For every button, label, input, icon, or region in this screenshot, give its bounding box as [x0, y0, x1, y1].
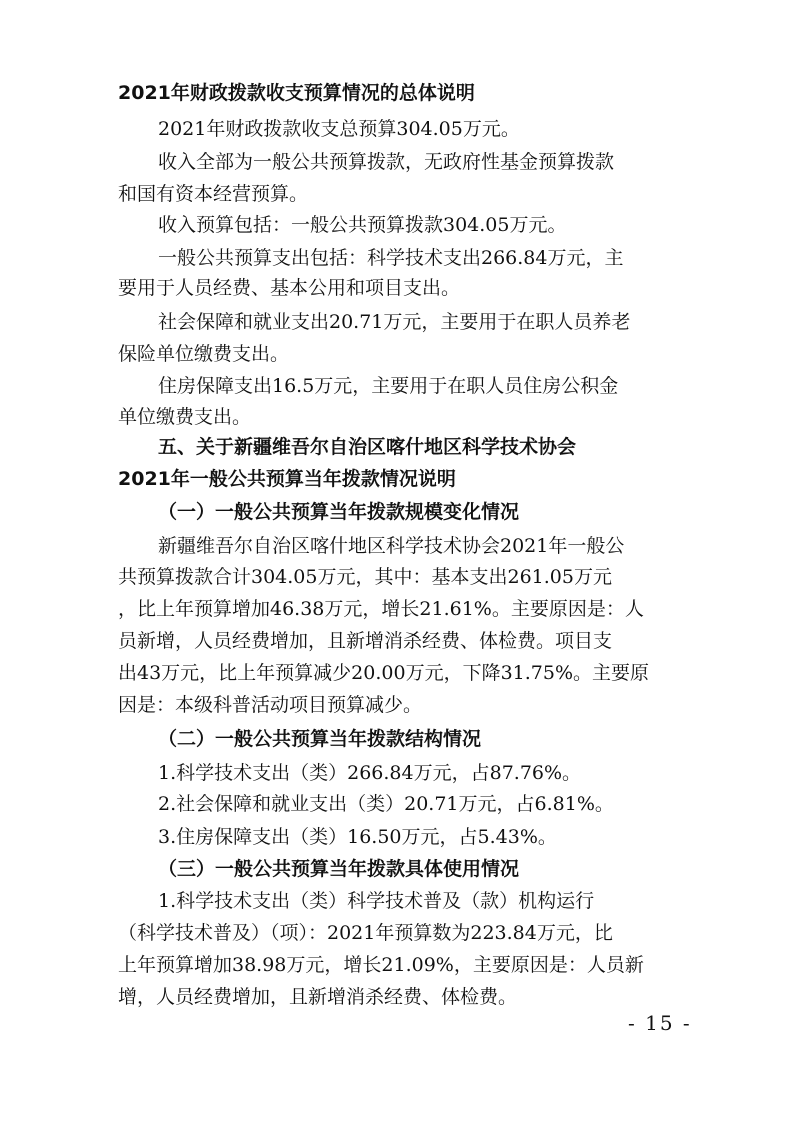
- section-heading-line2: 2021年一般公共预算当年拨款情况说明: [118, 468, 456, 490]
- scale-line: ，比上年预算增加46.38万元，增长21.61%。主要原因是：人: [118, 598, 644, 620]
- usage-line: 上年预算增加38.98万元，增长21.09%，主要原因是：人员新: [118, 954, 644, 976]
- paragraph-social-line1: 社会保障和就业支出20.71万元，主要用于在职人员养老: [158, 311, 631, 333]
- page-title: 2021年财政拨款收支预算情况的总体说明: [118, 82, 475, 104]
- structure-item: 3.住房保障支出（类）16.50万元，占5.43%。: [158, 826, 557, 848]
- section-heading-line1: 五、关于新疆维吾尔自治区喀什地区科学技术协会: [158, 436, 577, 458]
- scale-line: 新疆维吾尔自治区喀什地区科学技术协会2021年一般公: [158, 535, 625, 557]
- subsection-heading-scale: （一）一般公共预算当年拨款规模变化情况: [158, 501, 520, 523]
- structure-item: 2.社会保障和就业支出（类）20.71万元，占6.81%。: [158, 793, 614, 815]
- scale-line: 因是：本级科普活动项目预算减少。: [118, 694, 423, 716]
- paragraph-social-line2: 保险单位缴费支出。: [118, 343, 290, 365]
- usage-line: 1.科学技术支出（类）科学技术普及（款）机构运行: [158, 890, 595, 912]
- paragraph-income-line1: 收入全部为一般公共预算拨款，无政府性基金预算拨款: [158, 151, 615, 173]
- usage-line: 增，人员经费增加，且新增消杀经费、体检费。: [118, 986, 518, 1008]
- paragraph-housing-line1: 住房保障支出16.5万元，主要用于在职人员住房公积金: [158, 375, 619, 397]
- scale-line: 出43万元，比上年预算减少20.00万元，下降31.75%。主要原: [118, 662, 650, 684]
- structure-item: 1.科学技术支出（类）266.84万元，占87.76%。: [158, 762, 582, 784]
- paragraph-total: 2021年财政拨款收支总预算304.05万元。: [158, 118, 520, 140]
- paragraph-housing-line2: 单位缴费支出。: [118, 406, 252, 428]
- paragraph-income-detail: 收入预算包括：一般公共预算拨款304.05万元。: [158, 214, 567, 236]
- paragraph-income-line2: 和国有资本经营预算。: [118, 183, 309, 205]
- scale-line: 共预算拨款合计304.05万元，其中：基本支出261.05万元: [118, 566, 612, 588]
- paragraph-expense-line1: 一般公共预算支出包括：科学技术支出266.84万元，主: [158, 247, 624, 269]
- subsection-heading-structure: （二）一般公共预算当年拨款结构情况: [158, 728, 482, 750]
- usage-line: （科学技术普及）（项）：2021年预算数为223.84万元，比: [118, 922, 613, 944]
- paragraph-expense-line2: 要用于人员经费、基本公用和项目支出。: [118, 277, 461, 299]
- page-number: - 15 -: [628, 1011, 692, 1035]
- scale-line: 员新增，人员经费增加，且新增消杀经费、体检费。项目支: [118, 630, 613, 652]
- subsection-heading-usage: （三）一般公共预算当年拨款具体使用情况: [158, 858, 520, 880]
